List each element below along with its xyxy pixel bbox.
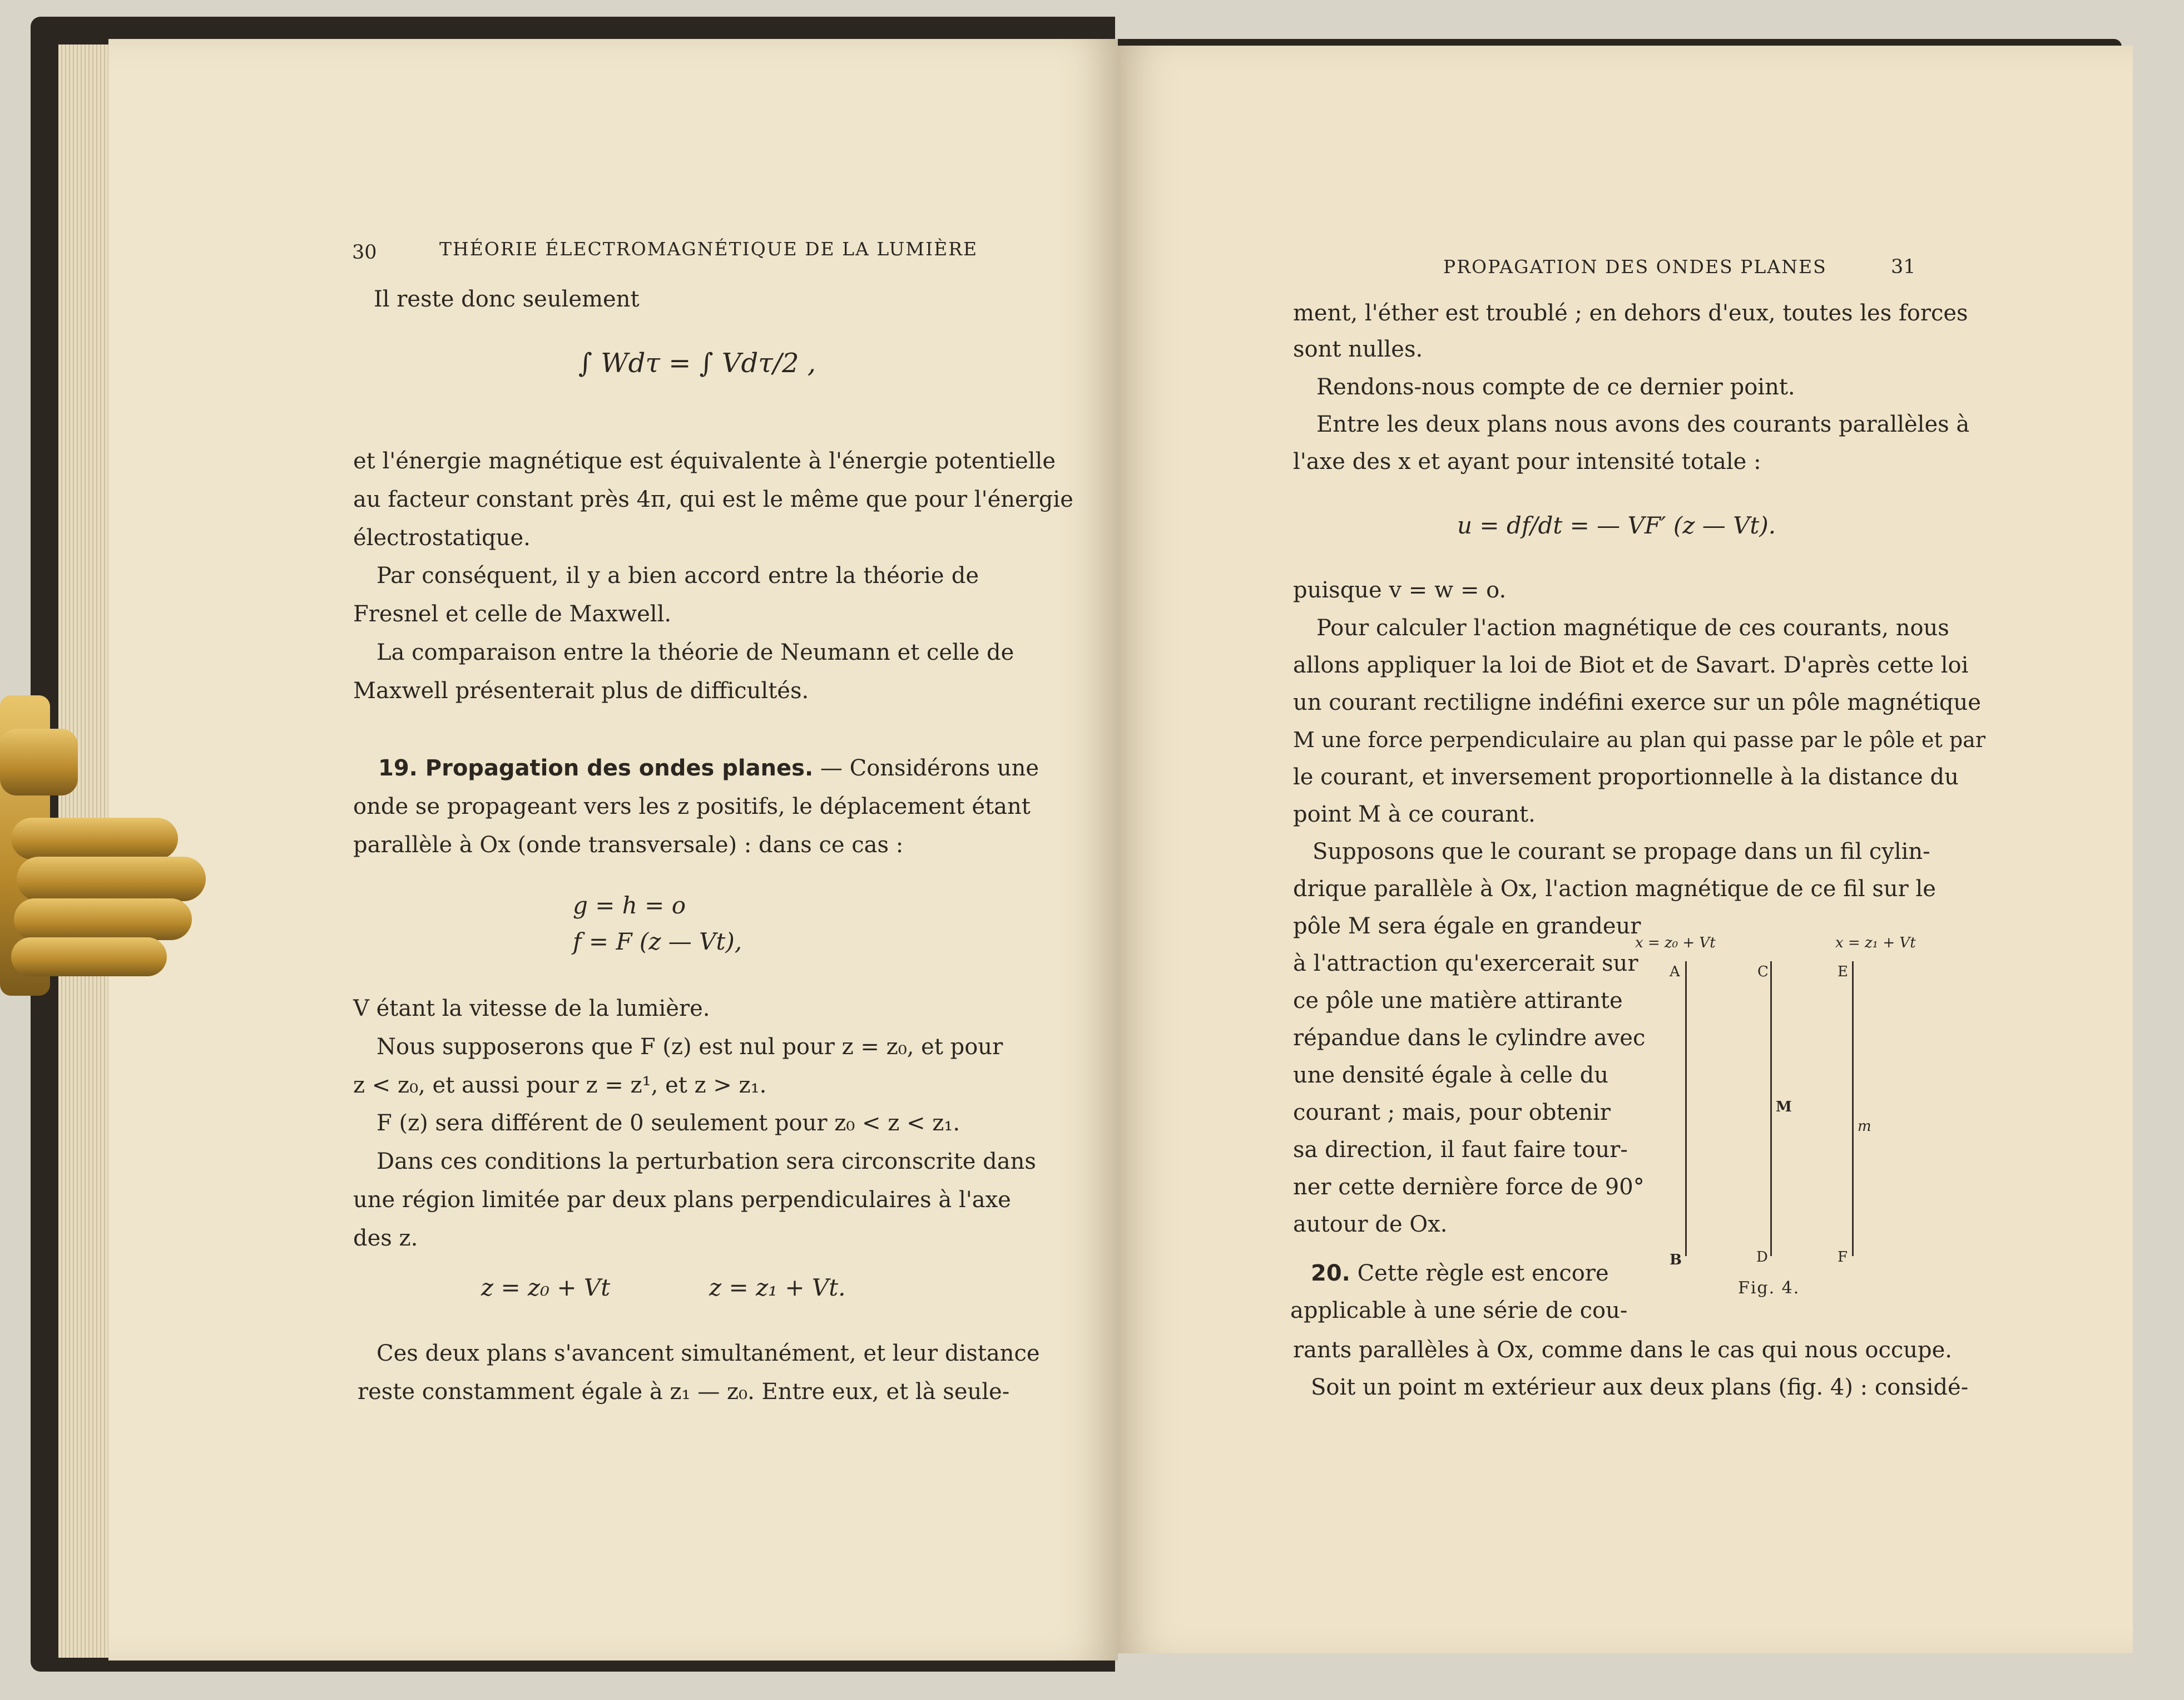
brass-hand-clip [0, 684, 206, 996]
figure-label-top-right: x = z₁ + Vt [1835, 935, 1916, 951]
text-line: à l'attraction qu'exercerait sur [1293, 951, 1638, 976]
figure-label: E [1838, 963, 1848, 980]
text-line: le courant, et inversement proportionnelle à la distance du [1293, 764, 1959, 790]
equation-g-h: g = h = o [573, 892, 686, 919]
text-line: Pour calculer l'action magnétique de ces courants, nous [1316, 615, 1949, 641]
text-line: F (z) sera différent de 0 seulement pour z₀ < z < z₁. [377, 1110, 960, 1136]
text-line: parallèle à Ox (onde transversale) : dans ce cas : [353, 832, 904, 858]
text-line: autour de Ox. [1293, 1212, 1448, 1237]
text-line: Soit un point m extérieur aux deux plans (fig. 4) : considé- [1311, 1375, 1969, 1400]
figure-label: C [1757, 963, 1769, 980]
section-20-line [1311, 1255, 1609, 1292]
text-line: Ces deux plans s'avancent simultanément, et leur distance [377, 1341, 1040, 1366]
text-line: Par conséquent, il y a bien accord entre la théorie de [377, 563, 979, 589]
text-line: répandue dans le cylindre avec [1293, 1025, 1646, 1051]
text-line: pôle M sera égale en grandeur [1293, 913, 1641, 939]
text-line: puisque v = w = o. [1293, 577, 1507, 603]
running-head-right: PROPAGATION DES ONDES PLANES [1443, 256, 1827, 278]
figure-label: A [1670, 963, 1680, 980]
equation-integral: ∫ Wdτ = ∫ Vdτ/2 , [578, 348, 816, 379]
text-line: un courant rectiligne indéfini exerce sur un pôle magnétique [1293, 690, 1981, 715]
text-line: M une force perpendiculaire au plan qui passe par le pôle et par [1293, 728, 1985, 752]
figure-label: F [1838, 1249, 1848, 1266]
text-line: ce pôle une matière attirante [1293, 988, 1623, 1014]
text-line: Rendons-nous compte de ce dernier point. [1316, 374, 1795, 400]
text-line: Il reste donc seulement [374, 286, 640, 312]
section-20-text: Cette règle est encore [1357, 1261, 1609, 1286]
text-line: Nous supposerons que F (z) est nul pour z = z₀, et pour [377, 1034, 1003, 1060]
figure-label: M [1776, 1099, 1792, 1115]
text-line: courant ; mais, pour obtenir [1293, 1100, 1611, 1125]
text-line: Supposons que le courant se propage dans un fil cylin- [1313, 839, 1930, 864]
text-line: z < z₀, et aussi pour z = z¹, et z > z₁. [353, 1073, 767, 1098]
page-number-right: 31 [1891, 256, 1916, 278]
text-line: des z. [353, 1225, 418, 1251]
figure-label-top-left: x = z₀ + Vt [1635, 935, 1716, 951]
figure-current-line-cd [1770, 961, 1772, 1256]
text-line: V étant la vitesse de la lumière. [353, 996, 710, 1021]
equation-f: f = F (z — Vt), [573, 928, 742, 955]
text-line: La comparaison entre la théorie de Neumann et celle de [377, 640, 1014, 665]
text-line: Maxwell présenterait plus de difficultés. [353, 678, 809, 704]
page-number-left: 30 [352, 241, 377, 264]
text-line: Fresnel et celle de Maxwell. [353, 601, 672, 627]
figure-current-line-ef [1852, 961, 1854, 1256]
text-line: ner cette dernière force de 90° [1293, 1174, 1645, 1200]
figure-label: D [1756, 1249, 1768, 1266]
text-line: Dans ces conditions la perturbation sera circonscrite dans [377, 1149, 1036, 1174]
text-line: allons appliquer la loi de Biot et de Savart. D'après cette loi [1293, 653, 1969, 678]
equation-z1: z = z₁ + Vt. [709, 1274, 846, 1301]
text-line: l'axe des x et ayant pour intensité totale : [1293, 449, 1761, 475]
text-line: reste constamment égale à z₁ — z₀. Entre eux, et là seule- [358, 1379, 1010, 1405]
running-head-left: THÉORIE ÉLECTROMAGNÉTIQUE DE LA LUMIÈRE [439, 238, 978, 260]
text-line: au facteur constant près 4π, qui est le même que pour l'énergie [353, 487, 1073, 512]
text-line: sa direction, il faut faire tour- [1293, 1137, 1628, 1163]
section-20-number: 20. [1311, 1261, 1350, 1286]
figure-label: m [1858, 1118, 1871, 1135]
text-line: une région limitée par deux plans perpendiculaires à l'axe [353, 1187, 1011, 1213]
text-line: drique parallèle à Ox, l'action magnétique de ce fil sur le [1293, 876, 1936, 902]
section-19-title: 19. Propagation des ondes planes. [378, 755, 814, 781]
equation-z0: z = z₀ + Vt [481, 1274, 611, 1301]
text-line: Entre les deux plans nous avons des courants parallèles à [1316, 412, 1970, 437]
section-19-heading [378, 750, 1039, 787]
equation-u: u = df/dt = — VF′ (z — Vt). [1457, 512, 1776, 539]
figure-caption: Fig. 4. [1738, 1278, 1800, 1298]
text-line: applicable à une série de cou- [1290, 1298, 1628, 1323]
text-line: électrostatique. [353, 525, 531, 551]
text-line: et l'énergie magnétique est équivalente à l'énergie potentielle [353, 448, 1056, 474]
section-19-rest: — Considérons une [820, 755, 1039, 781]
text-line: point M à ce courant. [1293, 802, 1536, 827]
figure-4 [1635, 935, 1916, 1302]
figure-current-line-ab [1685, 961, 1687, 1256]
figure-label: B [1670, 1252, 1682, 1268]
text-line: une densité égale à celle du [1293, 1062, 1609, 1088]
text-line: ment, l'éther est troublé ; en dehors d'eux, toutes les forces [1293, 300, 1968, 326]
text-line: rants parallèles à Ox, comme dans le cas qui nous occupe. [1293, 1337, 1952, 1363]
text-line: onde se propageant vers les z positifs, le déplacement étant [353, 794, 1031, 819]
text-line: sont nulles. [1293, 337, 1423, 362]
